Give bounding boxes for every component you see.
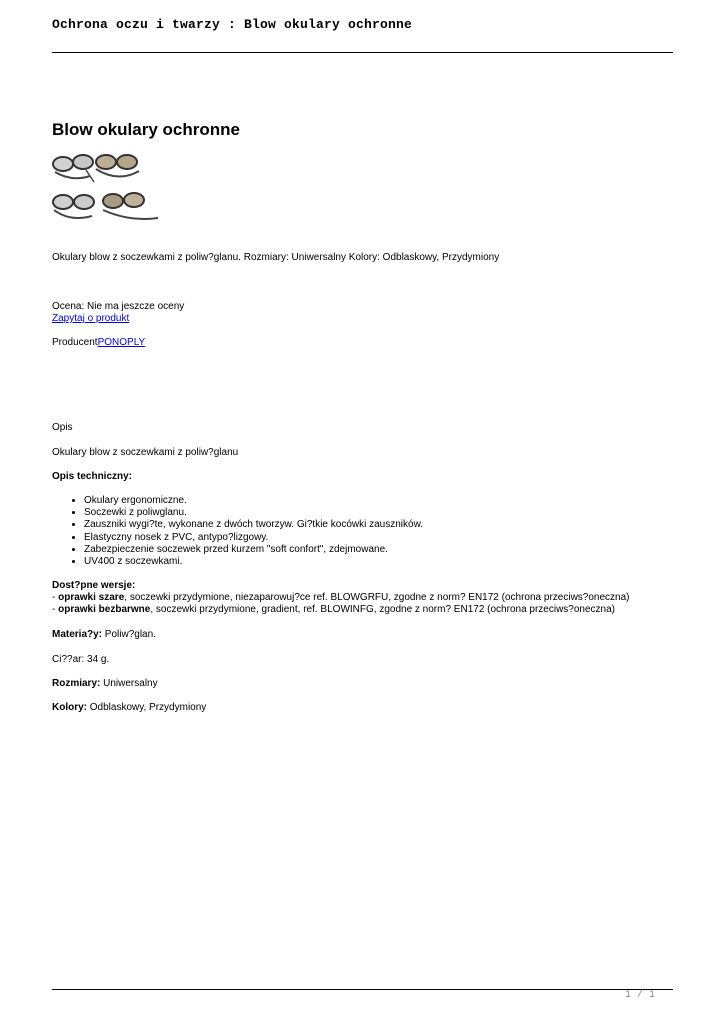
version-details: , soczewki przydymione, niezaparowuj?ce ref. BLOWGRFU, zgodne z norm? EN172 (ochrona przeciws?oneczna) bbox=[124, 592, 630, 604]
footer-divider bbox=[52, 989, 673, 990]
feature-item: • Soczewki z poliwglanu. bbox=[84, 507, 423, 519]
colors-label: Kolory: bbox=[52, 702, 87, 713]
version-prefix: - bbox=[52, 592, 59, 604]
material-label: Materia?y: bbox=[52, 629, 103, 640]
version-frame: oprawki bezbarwne bbox=[58, 604, 151, 616]
feature-item: • UV400 z soczewkami. bbox=[84, 556, 423, 568]
description-heading: Opis bbox=[52, 422, 73, 433]
versions-heading: Dost?pne wersje: bbox=[52, 580, 136, 591]
material-value: Poliw?glan. bbox=[102, 629, 156, 640]
producer-label: Producent bbox=[52, 337, 98, 348]
glasses-image bbox=[52, 150, 162, 228]
version-frame: oprawki szare bbox=[58, 592, 125, 604]
feature-item: • Zauszniki wygi?te, wykonane z dwóch tworzyw. Gi?tkie kocówki zauszników. bbox=[84, 519, 423, 531]
sizes-value: Uniwersalny bbox=[100, 678, 158, 689]
product-short-description: Okulary blow z soczewkami z poliw?glanu. Rozmiary: Uniwersalny Kolory: Odblaskowy, Przydymiony bbox=[52, 252, 500, 263]
ask-about-product-link[interactable]: Zapytaj o produkt bbox=[52, 313, 130, 324]
material-line bbox=[52, 629, 156, 640]
features-list bbox=[52, 495, 423, 568]
document-header-title: Ochrona oczu i twarzy : Blow okulary ochronne bbox=[52, 17, 413, 32]
sizes-label: Rozmiary: bbox=[52, 678, 101, 689]
version-item bbox=[52, 604, 630, 616]
sizes-line bbox=[52, 678, 158, 689]
product-image-glasses bbox=[52, 150, 162, 228]
tech-heading bbox=[52, 471, 132, 482]
colors-value: Odblaskowy, Przydymiony bbox=[87, 702, 207, 713]
version-item bbox=[52, 592, 630, 604]
description-intro: Okulary blow z soczewkami z poliw?glanu bbox=[52, 447, 239, 458]
feature-item: • Okulary ergonomiczne. bbox=[84, 495, 423, 507]
version-prefix: - bbox=[52, 604, 59, 616]
feature-item: • Zabezpieczenie soczewek przed kurzem "soft confort", zdejmowane. bbox=[84, 544, 423, 556]
weight-line: Ci??ar: 34 g. bbox=[52, 654, 110, 665]
header-divider bbox=[52, 52, 673, 53]
version-details: , soczewki przydymione, gradient, ref. BLOWINFG, zgodne z norm? EN172 (ochrona przeciws?oneczna) bbox=[150, 604, 616, 616]
tech-heading-label: Opis techniczny: bbox=[52, 471, 133, 482]
producer-line bbox=[52, 337, 145, 348]
colors-line bbox=[52, 702, 206, 713]
producer-link[interactable]: PONOPLY bbox=[97, 337, 146, 348]
product-rating: Ocena: Nie ma jeszcze oceny bbox=[52, 301, 185, 312]
feature-item: • Elastyczny nosek z PVC, antypo?lizgowy. bbox=[84, 532, 423, 544]
product-title: Blow okulary ochronne bbox=[52, 120, 240, 139]
page-number: 1 / 1 bbox=[624, 990, 655, 1001]
versions-block bbox=[52, 580, 630, 617]
